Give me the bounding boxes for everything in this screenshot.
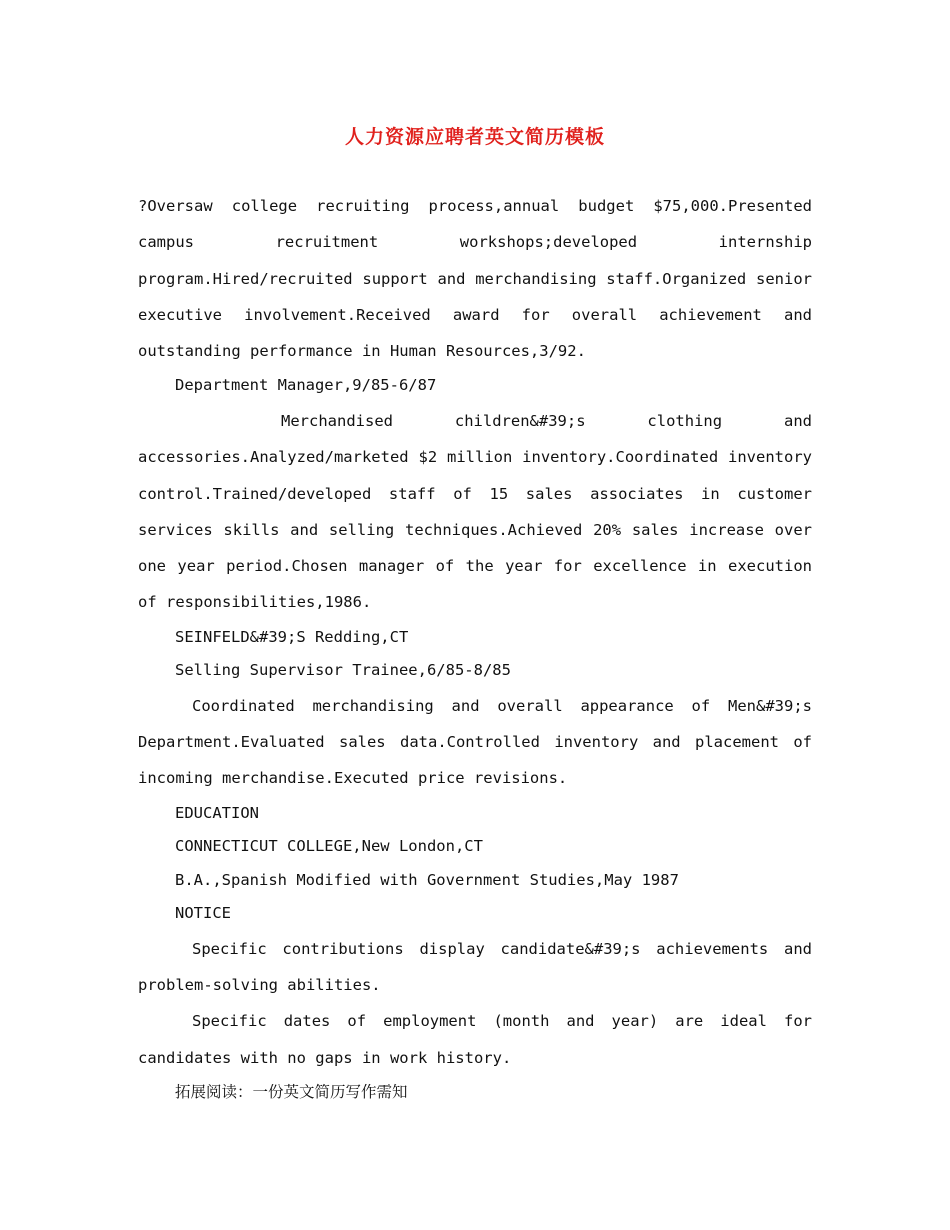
line-degree: B.A.,Spanish Modified with Government Studies,May 1987	[175, 870, 679, 889]
paragraph-merchandised: Merchandised children&#39;s clothing and accessories.Analyzed/marketed $2 million inventory.Coordinated inventory control.Trained/developed staff of 15 sales associates in customer services skills and selling techniques.Achieved 20% sales increase over one year period.Chosen manager of the year for excellence in execution of responsibilities,1986.	[138, 411, 812, 612]
document-body	[138, 188, 812, 1109]
paragraph-recruiting: ?Oversaw college recruiting process,annual budget $75,000.Presented campus recruitment workshops;developed internship program.Hired/recruited support and merchandising staff.Organized senior executive involvement.Received award for overall achievement and outstanding performance in Human Resources,3/92.	[138, 197, 812, 361]
paragraph-dates: Specific dates of employment (month and year) are ideal for candidates with no gaps in work history.	[138, 1012, 812, 1067]
line-education-heading: EDUCATION	[175, 803, 259, 822]
line-notice-heading: NOTICE	[175, 904, 231, 923]
line-college: CONNECTICUT COLLEGE,New London,CT	[175, 837, 483, 856]
document-title: 人力资源应聘者英文简历模板	[344, 126, 605, 148]
paragraph-contributions: Specific contributions display candidate&#39;s achievements and problem-solving abilities.	[138, 939, 812, 994]
line-department-manager: Department Manager,9/85-6/87	[175, 376, 437, 395]
line-extended-reading: 拓展阅读：一份英文简历写作需知	[175, 1082, 408, 1101]
line-selling-supervisor: Selling Supervisor Trainee,6/85-8/85	[175, 661, 511, 680]
line-employer: SEINFELD&#39;S Redding,CT	[175, 627, 409, 646]
paragraph-coordinated: Coordinated merchandising and overall appearance of Men&#39;s Department.Evaluated sales data.Controlled inventory and placement of incoming merchandise.Executed price revisions.	[138, 696, 812, 788]
